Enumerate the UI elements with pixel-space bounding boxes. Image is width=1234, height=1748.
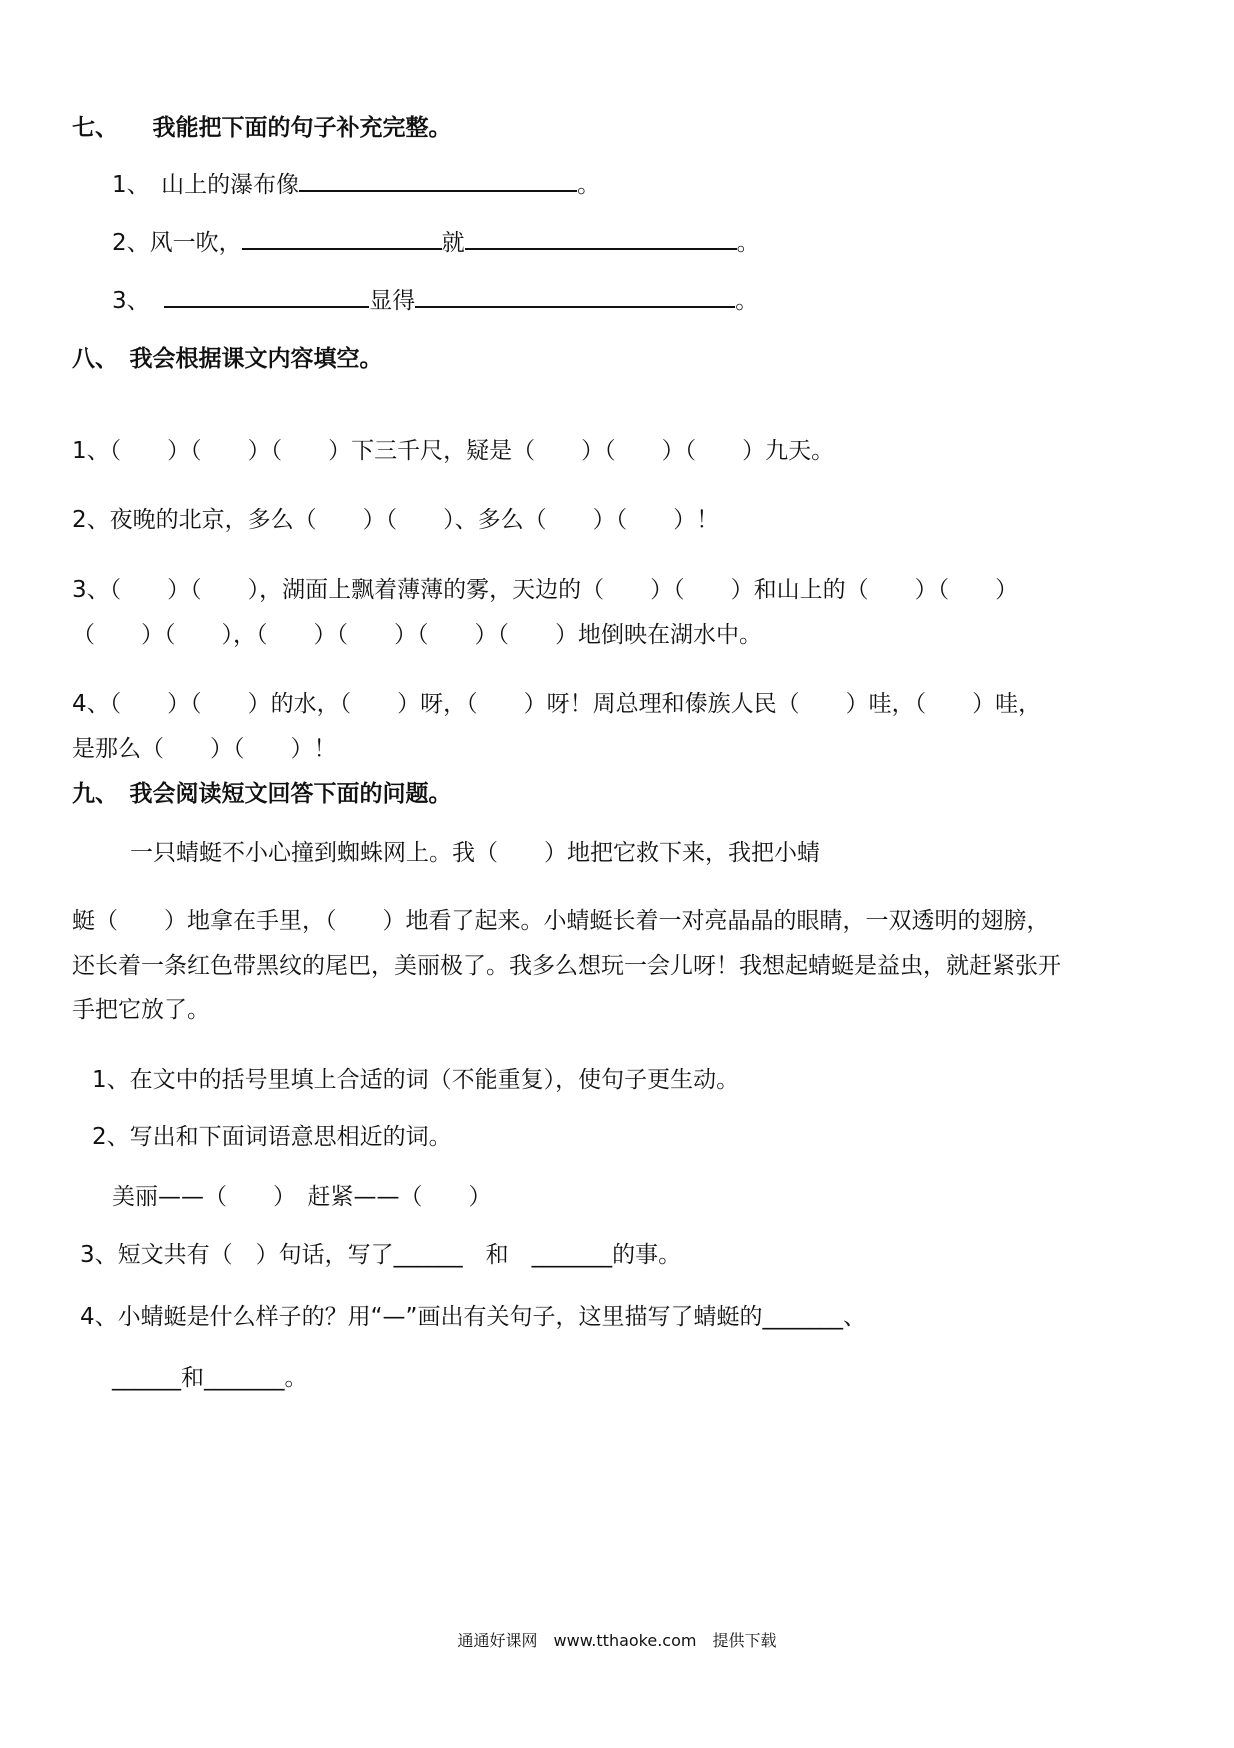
passage-line-3: 还长着一条红色带黑纹的尾巴，美丽极了。我多么想玩一会儿呀！我想起蜻蜓是益虫，就赶紧张开	[72, 953, 1061, 979]
question-text: 。	[735, 288, 759, 314]
question-text: 显得	[369, 288, 416, 314]
question-text: 2、风一吹，	[112, 230, 242, 256]
section-9-question-1: 1、在文中的括号里填上合适的词（不能重复），使句子更生动。	[92, 1067, 740, 1093]
section-8-question-4-line-2: 是那么（ ）（ ）！	[72, 736, 337, 762]
section-9-heading: 九、 我会阅读短文回答下面的问题。	[72, 781, 452, 807]
section-8-question-2: 2、夜晚的北京，多么（ ）（ ）、多么（ ）（ ）！	[72, 507, 720, 533]
synonym-words: 美丽——（ ） 赶紧——（ ）	[112, 1184, 492, 1210]
section-9-question-4-line-1: 4、小蜻蜓是什么样子的？用“—”画出有关句子，这里描写了蜻蜓的_______、	[80, 1304, 866, 1330]
question-text: 就	[441, 230, 465, 256]
answer-blank[interactable]	[299, 170, 577, 192]
section-8-question-3-line-1: 3、（ ）（ ），湖面上飘着薄薄的雾，天边的（ ）（ ）和山上的（ ）（ ）	[72, 577, 1019, 603]
section-7-heading: 七、 我能把下面的句子补充完整。	[72, 115, 452, 141]
section-7-question-1	[112, 170, 600, 200]
passage-line-2: 蜓（ ）地拿在手里，（ ）地看了起来。小蜻蜓长着一对亮晶晶的眼睛，一双透明的翅膀，	[72, 908, 1050, 934]
section-9-question-3: 3、短文共有（ ）句话，写了______ 和 _______的事。	[80, 1242, 682, 1268]
section-8-question-1: 1、（ ）（ ）（ ）下三千尺，疑是（ ）（ ）（ ）九天。	[72, 438, 835, 464]
footer-source: 通通好课网 www.tthaoke.com 提供下载	[457, 1631, 777, 1650]
section-8-question-3-line-2: （ ）（ ），（ ）（ ）（ ）（ ）地倒映在湖水中。	[72, 622, 762, 648]
passage-line-1: 一只蜻蜓不小心撞到蜘蛛网上。我（ ）地把它救下来，我把小蜻	[130, 840, 820, 866]
section-7-question-3	[112, 286, 758, 316]
section-8-heading: 八、 我会根据课文内容填空。	[72, 346, 383, 372]
section-9-question-2: 2、写出和下面词语意思相近的词。	[92, 1124, 452, 1150]
section-7-question-2	[112, 228, 760, 258]
question-text: 3、	[112, 288, 150, 314]
answer-blank[interactable]	[242, 228, 442, 250]
question-text: 。	[736, 230, 760, 256]
answer-blank[interactable]	[164, 286, 369, 308]
question-text: 。	[577, 172, 601, 198]
section-9-question-4-line-2: ______和_______。	[112, 1365, 308, 1391]
answer-blank[interactable]	[465, 228, 737, 250]
answer-blank[interactable]	[415, 286, 735, 308]
section-8-question-4-line-1: 4、（ ）（ ）的水，（ ）呀，（ ）呀！周总理和傣族人民（ ）哇，（ ）哇，	[72, 691, 1042, 717]
passage-line-4: 手把它放了。	[72, 997, 210, 1023]
question-text: 1、 山上的瀑布像	[112, 172, 300, 198]
